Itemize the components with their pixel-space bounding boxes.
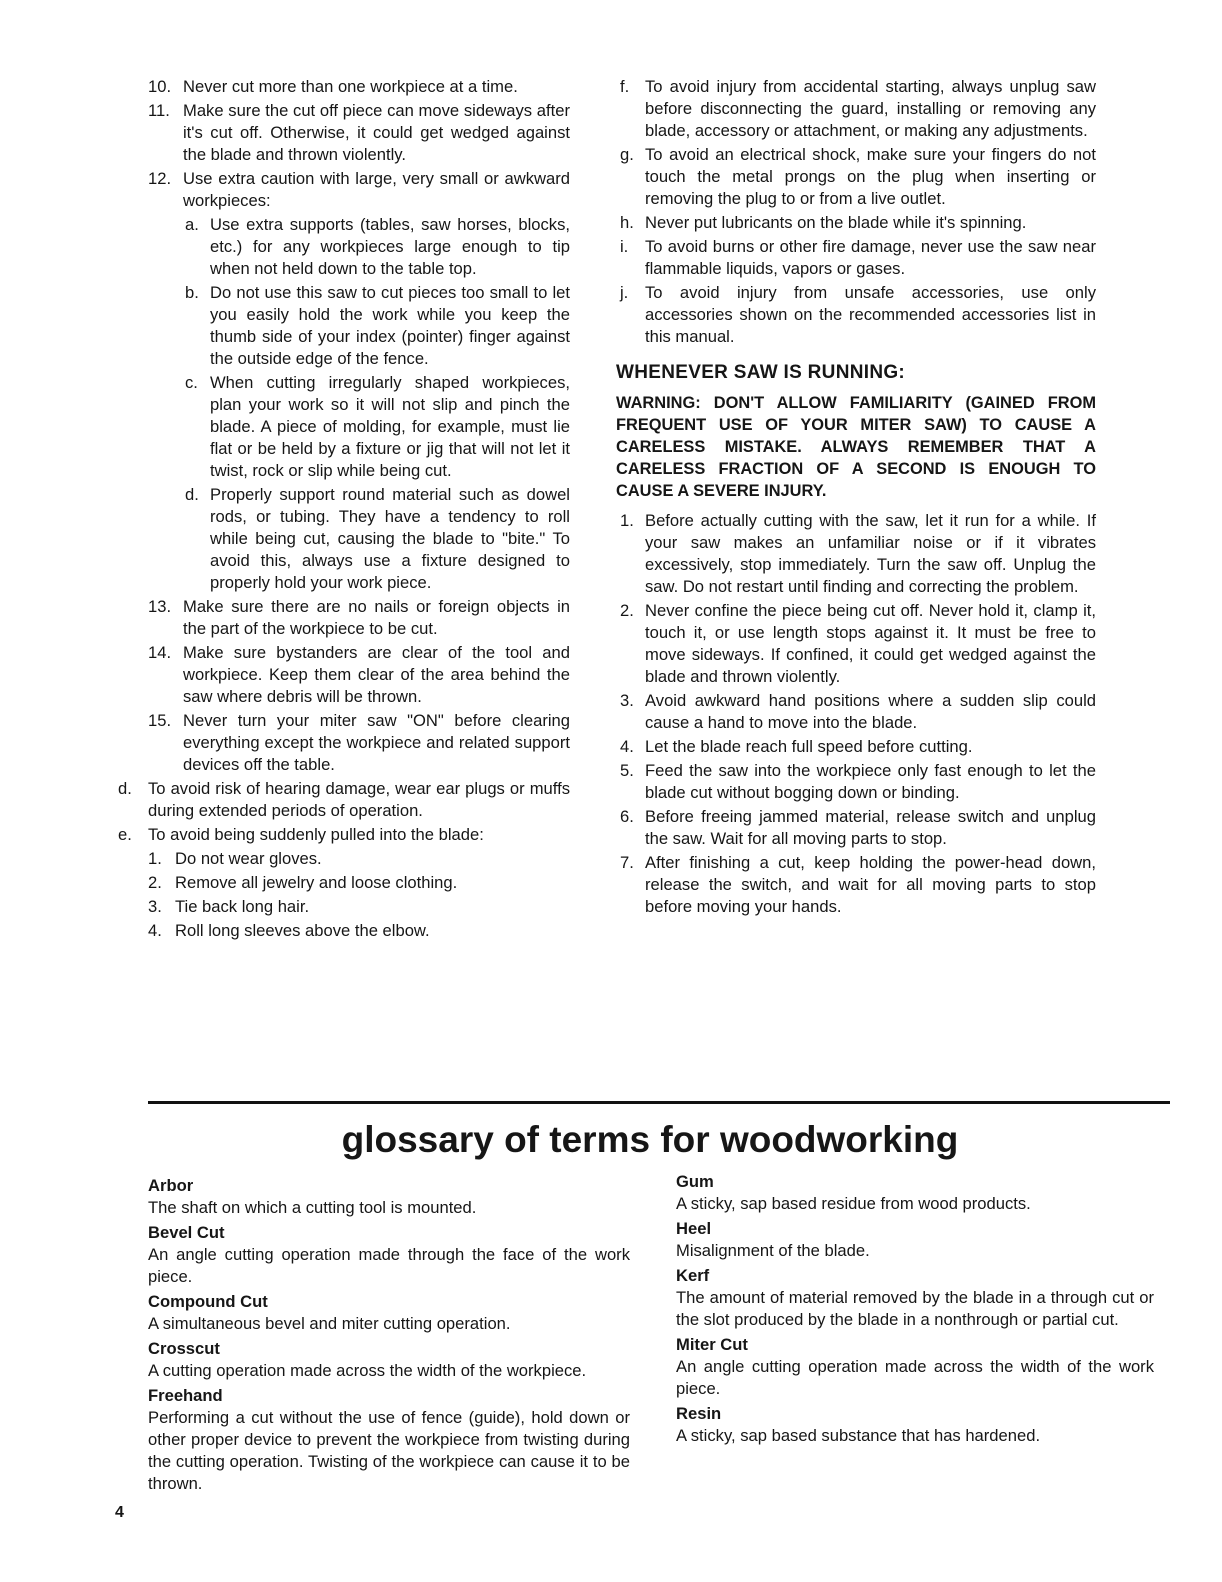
list-item [616, 806, 1096, 850]
glossary-definition: An angle cutting operation made through the face of the work piece. [148, 1245, 630, 1286]
list-item [616, 236, 1096, 280]
glossary-term: Freehand [148, 1386, 223, 1405]
item-number: h. [620, 213, 634, 232]
list-item [118, 920, 570, 942]
glossary-definition: A cutting operation made across the width of the workpiece. [148, 1361, 587, 1380]
safety-rules-right-column [616, 76, 1096, 920]
glossary-term: Heel [676, 1219, 712, 1238]
list-item [118, 214, 570, 280]
safety-rules-left-column [118, 76, 570, 944]
list-item [616, 282, 1096, 348]
item-text: Feed the saw into the workpiece only fast enough to let the blade cut without bogging down or binding. [645, 761, 1096, 802]
list-item [118, 596, 570, 640]
list-item [616, 144, 1096, 210]
item-number: f. [620, 77, 630, 96]
item-text: Make sure the cut off piece can move sideways after it's cut off. Otherwise, it could get wedged against the blade and thrown violently. [183, 101, 570, 164]
item-number: d. [185, 485, 199, 504]
glossary-term: Gum [676, 1172, 714, 1191]
item-text: Never cut more than one workpiece at a time. [183, 77, 518, 96]
item-text: Do not wear gloves. [175, 849, 322, 868]
item-number: 2. [620, 601, 634, 620]
glossary-right-column [676, 1168, 1154, 1447]
glossary-term: Compound Cut [148, 1292, 268, 1311]
item-number: c. [185, 373, 198, 392]
item-text: Before freeing jammed material, release switch and unplug the saw. Wait for all moving parts to stop. [645, 807, 1096, 848]
list-item [616, 76, 1096, 142]
item-text: Never put lubricants on the blade while it's spinning. [645, 213, 1027, 232]
list-item [118, 76, 570, 98]
item-text: Make sure there are no nails or foreign objects in the part of the workpiece to be cut. [183, 597, 570, 638]
glossary-definition: The amount of material removed by the blade in a through cut or the slot produced by the blade in a nonthrough or partial cut. [676, 1288, 1154, 1329]
item-number: a. [185, 215, 199, 234]
warning-text: WARNING: DON'T ALLOW FAMILIARITY (GAINED FROM FREQUENT USE OF YOUR MITER SAW) TO CAUSE A CARELESS MISTAKE. ALWAYS REMEMBER THAT A CARELESS FRACTION OF A SECOND IS ENOUGH TO CAUSE A SEVERE INJURY. [616, 394, 1096, 500]
item-number: 13. [148, 597, 172, 616]
safety-rules-list [616, 76, 1096, 348]
item-text: To avoid an electrical shock, make sure your fingers do not touch the metal prongs on the plug when inserting or removing the plug to or from a live outlet. [645, 145, 1096, 208]
list-item [118, 778, 570, 822]
list-item [616, 852, 1096, 918]
item-number: i. [620, 237, 629, 256]
item-number: 6. [620, 807, 634, 826]
item-number: 7. [620, 853, 634, 872]
glossary-definition: A sticky, sap based residue from wood products. [676, 1194, 1031, 1213]
item-number: 15. [148, 711, 172, 730]
item-number: 12. [148, 169, 172, 188]
glossary-definition: Performing a cut without the use of fence (guide), hold down or other proper device to prevent the workpiece from twisting during the cutting operation. Twisting of the workpiece can cause it to be thrown. [148, 1408, 630, 1493]
item-text: To avoid risk of hearing damage, wear ear plugs or muffs during extended periods of operation. [148, 779, 570, 820]
item-number: 3. [620, 691, 634, 710]
item-number: b. [185, 283, 199, 302]
glossary-title: glossary of terms for woodworking [341, 1119, 959, 1160]
list-item [118, 824, 570, 846]
list-item [118, 282, 570, 370]
item-number: 5. [620, 761, 634, 780]
item-number: 1. [148, 849, 162, 868]
running-heading: WHENEVER SAW IS RUNNING: [616, 362, 906, 383]
list-item [118, 872, 570, 894]
glossary-definition: The shaft on which a cutting tool is mounted. [148, 1198, 477, 1217]
list-item [118, 372, 570, 482]
item-number: 3. [148, 897, 162, 916]
glossary-definition: A sticky, sap based substance that has hardened. [676, 1426, 1041, 1445]
glossary-term: Miter Cut [676, 1335, 748, 1354]
item-text: Avoid awkward hand positions where a sudden slip could cause a hand to move into the blade. [645, 691, 1096, 732]
item-text: Before actually cutting with the saw, let it run for a while. If your saw makes an unfamiliar noise or if it vibrates excessively, stop immediately. Turn the saw off. Unplug the saw. Do not restart until finding and correcting the problem. [645, 511, 1096, 596]
item-text: Tie back long hair. [175, 897, 310, 916]
glossary-definition: A simultaneous bevel and miter cutting operation. [148, 1314, 511, 1333]
item-text: Roll long sleeves above the elbow. [175, 921, 430, 940]
running-rules-list [616, 510, 1096, 918]
item-text: Properly support round material such as dowel rods, or tubing. They have a tendency to roll while being cut, causing the blade to "bite." To avoid this, always use a fixture designed to properly hold your work piece. [210, 485, 570, 592]
glossary-term: Crosscut [148, 1339, 220, 1358]
item-number: e. [118, 825, 132, 844]
item-number: 2. [148, 873, 162, 892]
item-number: j. [620, 283, 629, 302]
item-text: Never turn your miter saw "ON" before clearing everything except the workpiece and related support devices off the table. [183, 711, 570, 774]
item-text: After finishing a cut, keep holding the power-head down, release the switch, and wait for all moving parts to stop before moving your hands. [645, 853, 1096, 916]
item-number: 11. [148, 101, 170, 120]
glossary-term: Arbor [148, 1176, 194, 1195]
item-text: Do not use this saw to cut pieces too small to let you easily hold the work while you keep the thumb side of your index (pointer) finger against the outside edge of the fence. [210, 283, 570, 368]
list-item [616, 600, 1096, 688]
item-text: Remove all jewelry and loose clothing. [175, 873, 458, 892]
item-text: Make sure bystanders are clear of the tool and workpiece. Keep them clear of the area behind the saw where debris will be thrown. [183, 643, 570, 706]
page-number: 4 [115, 1504, 124, 1521]
list-item [118, 896, 570, 918]
glossary-definition: Misalignment of the blade. [676, 1241, 870, 1260]
list-item [616, 510, 1096, 598]
glossary-term: Kerf [676, 1266, 710, 1285]
section-divider [148, 1101, 1170, 1104]
list-item [616, 690, 1096, 734]
item-text: Use extra supports (tables, saw horses, blocks, etc.) for any workpieces large enough to tip when not held down to the table top. [210, 215, 570, 278]
list-item [118, 642, 570, 708]
item-number: 1. [620, 511, 634, 530]
item-number: 4. [148, 921, 162, 940]
item-text: To avoid injury from unsafe accessories, use only accessories shown on the recommended accessories list in this manual. [645, 283, 1096, 346]
list-item [616, 736, 1096, 758]
list-item [616, 212, 1096, 234]
glossary-left-column [148, 1172, 630, 1495]
item-text: Let the blade reach full speed before cutting. [645, 737, 973, 756]
item-number: 14. [148, 643, 172, 662]
item-number: 4. [620, 737, 634, 756]
list-item [118, 484, 570, 594]
list-item [118, 168, 570, 212]
list-item [616, 760, 1096, 804]
list-item [118, 710, 570, 776]
item-number: g. [620, 145, 634, 164]
glossary-definition: An angle cutting operation made across the width of the work piece. [676, 1357, 1154, 1398]
item-text: Use extra caution with large, very small or awkward workpieces: [183, 169, 570, 210]
item-number: d. [118, 779, 132, 798]
item-text: Never confine the piece being cut off. Never hold it, clamp it, touch it, or use length stops against it. It must be free to move sideways. If confined, it could get wedged against the blade and thrown violently. [645, 601, 1096, 686]
item-text: To avoid burns or other fire damage, never use the saw near flammable liquids, vapors or gases. [645, 237, 1096, 278]
item-text: When cutting irregularly shaped workpieces, plan your work so it will not slip and pinch the blade. A piece of molding, for example, must lie flat or be held by a fixture or jig that will not let it twist, rock or slip while being cut. [210, 373, 570, 480]
item-text: To avoid being suddenly pulled into the blade: [148, 825, 484, 844]
list-item [118, 100, 570, 166]
list-item [118, 848, 570, 870]
item-number: 10. [148, 77, 172, 96]
glossary-term: Resin [676, 1404, 722, 1423]
glossary-term: Bevel Cut [148, 1223, 225, 1242]
item-text: To avoid injury from accidental starting, always unplug saw before disconnecting the guard, installing or removing any blade, accessory or attachment, or making any adjustments. [645, 77, 1096, 140]
